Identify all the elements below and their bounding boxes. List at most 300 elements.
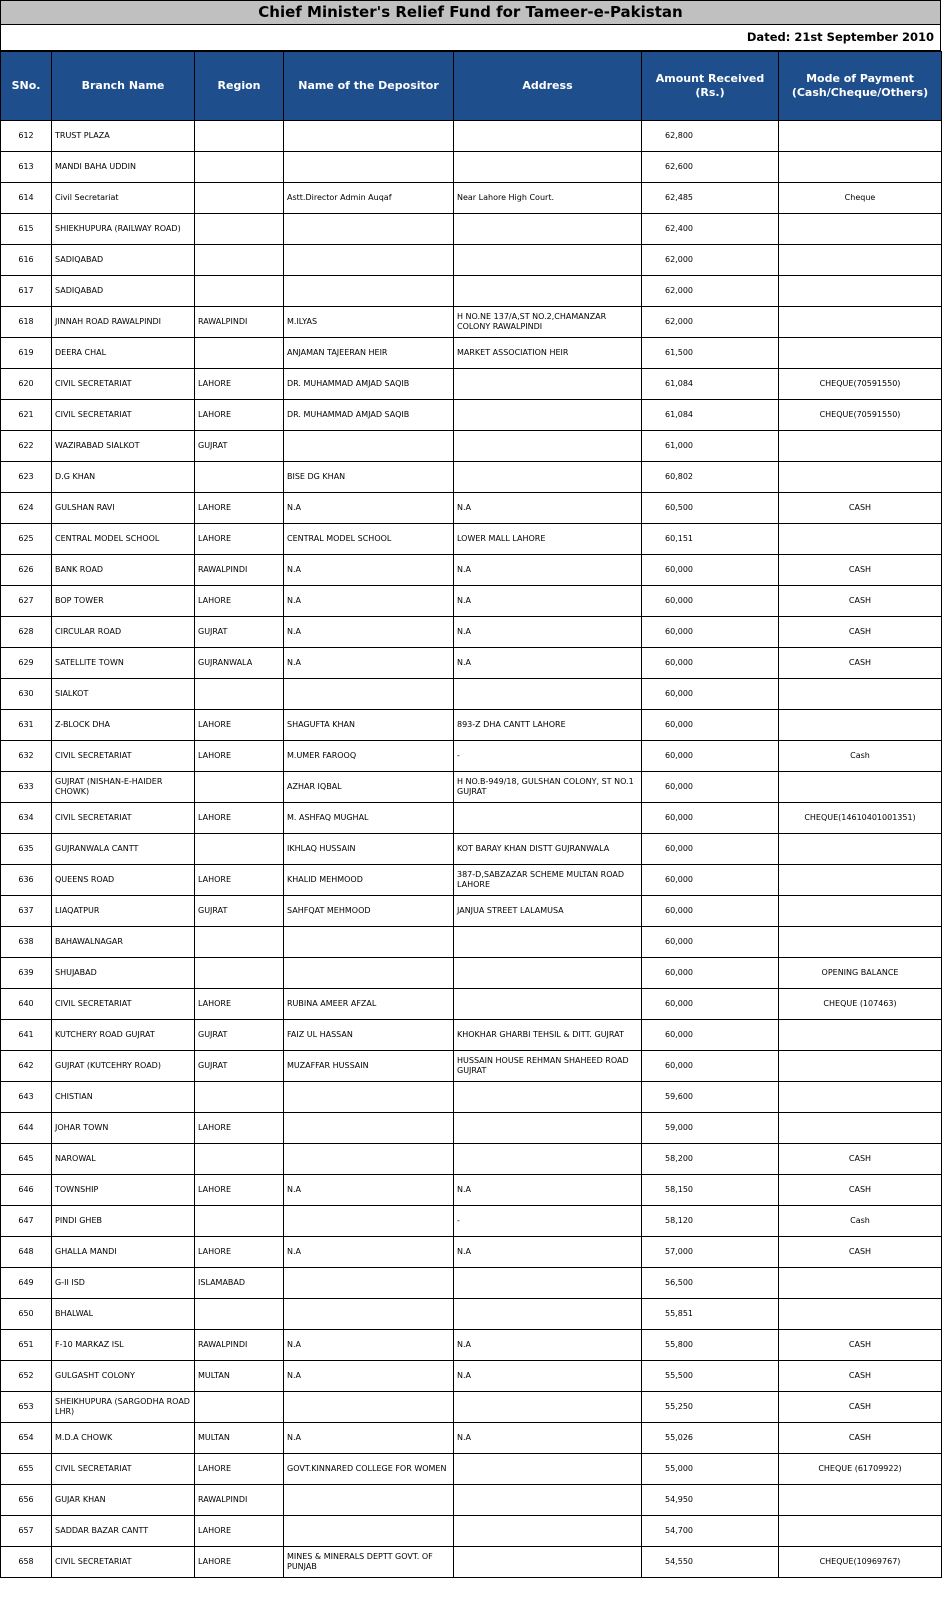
cell-address — [454, 1268, 642, 1299]
header-branch-name: Branch Name — [52, 52, 195, 121]
cell-sno: 614 — [1, 183, 52, 214]
cell-payment-mode — [779, 1051, 942, 1082]
cell-sno: 644 — [1, 1113, 52, 1144]
cell-sno: 615 — [1, 214, 52, 245]
cell-address — [454, 462, 642, 493]
header-region: Region — [195, 52, 284, 121]
cell-amount: 60,000 — [642, 803, 779, 834]
cell-depositor — [284, 276, 454, 307]
table-row — [1, 1020, 942, 1051]
cell-address: MARKET ASSOCIATION HEIR — [454, 338, 642, 369]
cell-depositor — [284, 958, 454, 989]
cell-amount: 60,000 — [642, 834, 779, 865]
cell-branch-name: LIAQATPUR — [52, 896, 195, 927]
cell-depositor — [284, 1392, 454, 1423]
cell-address: - — [454, 741, 642, 772]
cell-amount: 60,000 — [642, 741, 779, 772]
cell-sno: 613 — [1, 152, 52, 183]
cell-sno: 643 — [1, 1082, 52, 1113]
cell-address: N.A — [454, 586, 642, 617]
cell-branch-name: M.D.A CHOWK — [52, 1423, 195, 1454]
cell-payment-mode: CHEQUE(70591550) — [779, 369, 942, 400]
table-row — [1, 121, 942, 152]
cell-amount: 59,600 — [642, 1082, 779, 1113]
table-row — [1, 741, 942, 772]
cell-amount: 60,802 — [642, 462, 779, 493]
cell-address — [454, 245, 642, 276]
cell-sno: 625 — [1, 524, 52, 555]
cell-region — [195, 834, 284, 865]
cell-amount: 60,000 — [642, 555, 779, 586]
cell-region: LAHORE — [195, 741, 284, 772]
cell-amount: 54,950 — [642, 1485, 779, 1516]
table-header-row — [1, 52, 942, 121]
cell-branch-name: TRUST PLAZA — [52, 121, 195, 152]
cell-address: N.A — [454, 493, 642, 524]
table-row — [1, 1361, 942, 1392]
cell-amount: 61,084 — [642, 400, 779, 431]
deposits-table — [0, 51, 942, 1578]
cell-address — [454, 369, 642, 400]
cell-payment-mode — [779, 152, 942, 183]
cell-address: Near Lahore High Court. — [454, 183, 642, 214]
cell-sno: 618 — [1, 307, 52, 338]
table-row — [1, 555, 942, 586]
table-row — [1, 1299, 942, 1330]
cell-depositor: N.A — [284, 493, 454, 524]
cell-region — [195, 462, 284, 493]
cell-payment-mode — [779, 679, 942, 710]
cell-address — [454, 1299, 642, 1330]
cell-region: RAWALPINDI — [195, 1330, 284, 1361]
cell-address — [454, 803, 642, 834]
cell-payment-mode: CASH — [779, 648, 942, 679]
table-row — [1, 1268, 942, 1299]
cell-region: MULTAN — [195, 1361, 284, 1392]
header-payment-mode: Mode of Payment (Cash/Cheque/Others) — [779, 52, 942, 121]
cell-amount: 55,800 — [642, 1330, 779, 1361]
cell-branch-name: CIVIL SECRETARIAT — [52, 989, 195, 1020]
cell-amount: 56,500 — [642, 1268, 779, 1299]
cell-branch-name: GUJRANWALA CANTT — [52, 834, 195, 865]
cell-branch-name: SATELLITE TOWN — [52, 648, 195, 679]
table-row — [1, 1547, 942, 1578]
cell-amount: 60,000 — [642, 586, 779, 617]
cell-payment-mode: CASH — [779, 1144, 942, 1175]
cell-depositor — [284, 1516, 454, 1547]
cell-amount: 60,000 — [642, 989, 779, 1020]
cell-branch-name: JOHAR TOWN — [52, 1113, 195, 1144]
cell-region: LAHORE — [195, 524, 284, 555]
cell-region — [195, 1392, 284, 1423]
cell-payment-mode — [779, 1113, 942, 1144]
cell-payment-mode: CHEQUE(14610401001351) — [779, 803, 942, 834]
cell-branch-name: GULGASHT COLONY — [52, 1361, 195, 1392]
table-row — [1, 617, 942, 648]
cell-address: HUSSAIN HOUSE REHMAN SHAHEED ROAD GUJRAT — [454, 1051, 642, 1082]
cell-address: LOWER MALL LAHORE — [454, 524, 642, 555]
cell-amount: 60,000 — [642, 1020, 779, 1051]
cell-address: N.A — [454, 1330, 642, 1361]
cell-region — [195, 927, 284, 958]
cell-region — [195, 338, 284, 369]
cell-payment-mode — [779, 524, 942, 555]
table-row — [1, 865, 942, 896]
cell-amount: 60,000 — [642, 927, 779, 958]
cell-region: LAHORE — [195, 989, 284, 1020]
cell-address — [454, 276, 642, 307]
cell-payment-mode — [779, 896, 942, 927]
cell-address: 387-D,SABZAZAR SCHEME MULTAN ROAD LAHORE — [454, 865, 642, 896]
cell-payment-mode: CASH — [779, 1330, 942, 1361]
cell-depositor — [284, 152, 454, 183]
cell-region: LAHORE — [195, 493, 284, 524]
cell-depositor: GOVT.KINNARED COLLEGE FOR WOMEN — [284, 1454, 454, 1485]
cell-amount: 58,200 — [642, 1144, 779, 1175]
header-depositor: Name of the Depositor — [284, 52, 454, 121]
cell-region: LAHORE — [195, 1547, 284, 1578]
cell-depositor — [284, 1113, 454, 1144]
cell-branch-name: NAROWAL — [52, 1144, 195, 1175]
cell-sno: 619 — [1, 338, 52, 369]
cell-amount: 55,000 — [642, 1454, 779, 1485]
cell-branch-name: Civil Secretariat — [52, 183, 195, 214]
cell-branch-name: GULSHAN RAVI — [52, 493, 195, 524]
cell-payment-mode — [779, 927, 942, 958]
cell-branch-name: CIVIL SECRETARIAT — [52, 803, 195, 834]
cell-depositor: N.A — [284, 1423, 454, 1454]
table-row — [1, 1082, 942, 1113]
cell-address: N.A — [454, 617, 642, 648]
cell-depositor: N.A — [284, 1237, 454, 1268]
cell-branch-name: GUJAR KHAN — [52, 1485, 195, 1516]
cell-sno: 649 — [1, 1268, 52, 1299]
cell-address — [454, 1082, 642, 1113]
cell-branch-name: CIVIL SECRETARIAT — [52, 1454, 195, 1485]
cell-amount: 61,084 — [642, 369, 779, 400]
cell-depositor: DR. MUHAMMAD AMJAD SAQIB — [284, 400, 454, 431]
table-row — [1, 989, 942, 1020]
cell-sno: 639 — [1, 958, 52, 989]
table-row — [1, 927, 942, 958]
cell-sno: 654 — [1, 1423, 52, 1454]
cell-payment-mode: CHEQUE (107463) — [779, 989, 942, 1020]
cell-sno: 626 — [1, 555, 52, 586]
cell-payment-mode: CHEQUE(10969767) — [779, 1547, 942, 1578]
cell-branch-name: CIVIL SECRETARIAT — [52, 741, 195, 772]
cell-sno: 646 — [1, 1175, 52, 1206]
cell-depositor: KHALID MEHMOOD — [284, 865, 454, 896]
cell-address: N.A — [454, 1423, 642, 1454]
cell-branch-name: GUJRAT (KUTCEHRY ROAD) — [52, 1051, 195, 1082]
cell-depositor: SAHFQAT MEHMOOD — [284, 896, 454, 927]
table-row — [1, 834, 942, 865]
cell-region — [195, 152, 284, 183]
cell-branch-name: SHIEKHUPURA (RAILWAY ROAD) — [52, 214, 195, 245]
table-row — [1, 1454, 942, 1485]
table-row — [1, 958, 942, 989]
cell-amount: 55,250 — [642, 1392, 779, 1423]
cell-sno: 624 — [1, 493, 52, 524]
cell-payment-mode: CHEQUE(70591550) — [779, 400, 942, 431]
cell-depositor: N.A — [284, 1175, 454, 1206]
cell-payment-mode — [779, 462, 942, 493]
table-row — [1, 1051, 942, 1082]
table-row — [1, 1516, 942, 1547]
cell-region: LAHORE — [195, 1454, 284, 1485]
cell-depositor: BISE DG KHAN — [284, 462, 454, 493]
cell-sno: 636 — [1, 865, 52, 896]
cell-payment-mode — [779, 1299, 942, 1330]
cell-depositor: SHAGUFTA KHAN — [284, 710, 454, 741]
table-row — [1, 1423, 942, 1454]
cell-region: LAHORE — [195, 1237, 284, 1268]
cell-depositor: N.A — [284, 648, 454, 679]
cell-payment-mode — [779, 276, 942, 307]
cell-region: LAHORE — [195, 586, 284, 617]
cell-address — [454, 1392, 642, 1423]
table-row — [1, 1485, 942, 1516]
cell-address: N.A — [454, 1175, 642, 1206]
cell-depositor: N.A — [284, 555, 454, 586]
table-row — [1, 1113, 942, 1144]
cell-sno: 657 — [1, 1516, 52, 1547]
cell-branch-name: Z-BLOCK DHA — [52, 710, 195, 741]
table-row — [1, 431, 942, 462]
cell-payment-mode — [779, 834, 942, 865]
cell-payment-mode: CASH — [779, 1392, 942, 1423]
cell-region: LAHORE — [195, 865, 284, 896]
cell-payment-mode — [779, 865, 942, 896]
table-row — [1, 803, 942, 834]
cell-region — [195, 183, 284, 214]
cell-region — [195, 1206, 284, 1237]
cell-payment-mode — [779, 431, 942, 462]
table-row — [1, 369, 942, 400]
cell-payment-mode: CASH — [779, 555, 942, 586]
cell-amount: 57,000 — [642, 1237, 779, 1268]
cell-payment-mode: CASH — [779, 1175, 942, 1206]
cell-depositor — [284, 431, 454, 462]
cell-address — [454, 121, 642, 152]
cell-depositor: M.UMER FAROOQ — [284, 741, 454, 772]
table-row — [1, 1237, 942, 1268]
cell-branch-name: F-10 MARKAZ ISL — [52, 1330, 195, 1361]
cell-sno: 635 — [1, 834, 52, 865]
table-row — [1, 1392, 942, 1423]
table-row — [1, 214, 942, 245]
table-row — [1, 1330, 942, 1361]
cell-payment-mode — [779, 1268, 942, 1299]
cell-branch-name: BOP TOWER — [52, 586, 195, 617]
cell-branch-name: WAZIRABAD SIALKOT — [52, 431, 195, 462]
cell-payment-mode: CASH — [779, 1237, 942, 1268]
cell-region — [195, 679, 284, 710]
cell-amount: 60,151 — [642, 524, 779, 555]
cell-depositor: N.A — [284, 586, 454, 617]
cell-payment-mode: CASH — [779, 1361, 942, 1392]
cell-branch-name: JINNAH ROAD RAWALPINDI — [52, 307, 195, 338]
cell-depositor — [284, 121, 454, 152]
cell-address: - — [454, 1206, 642, 1237]
cell-amount: 60,000 — [642, 710, 779, 741]
cell-depositor — [284, 1144, 454, 1175]
cell-amount: 60,000 — [642, 896, 779, 927]
cell-sno: 627 — [1, 586, 52, 617]
table-row — [1, 462, 942, 493]
cell-depositor: MUZAFFAR HUSSAIN — [284, 1051, 454, 1082]
cell-depositor: CENTRAL MODEL SCHOOL — [284, 524, 454, 555]
cell-amount: 58,150 — [642, 1175, 779, 1206]
cell-payment-mode: Cheque — [779, 183, 942, 214]
cell-address — [454, 989, 642, 1020]
cell-amount: 60,000 — [642, 648, 779, 679]
cell-amount: 62,000 — [642, 307, 779, 338]
table-row — [1, 710, 942, 741]
cell-depositor — [284, 214, 454, 245]
cell-branch-name: QUEENS ROAD — [52, 865, 195, 896]
cell-sno: 632 — [1, 741, 52, 772]
cell-region: LAHORE — [195, 369, 284, 400]
cell-payment-mode: CASH — [779, 1423, 942, 1454]
cell-region: RAWALPINDI — [195, 307, 284, 338]
cell-depositor — [284, 1299, 454, 1330]
cell-depositor: N.A — [284, 1361, 454, 1392]
cell-depositor — [284, 679, 454, 710]
cell-branch-name: SHEIKHUPURA (SARGODHA ROAD LHR) — [52, 1392, 195, 1423]
cell-sno: 617 — [1, 276, 52, 307]
cell-amount: 55,500 — [642, 1361, 779, 1392]
cell-region — [195, 958, 284, 989]
cell-amount: 62,600 — [642, 152, 779, 183]
cell-payment-mode — [779, 1516, 942, 1547]
cell-amount: 61,500 — [642, 338, 779, 369]
cell-depositor: Astt.Director Admin Auqaf — [284, 183, 454, 214]
cell-depositor: ANJAMAN TAJEERAN HEIR — [284, 338, 454, 369]
cell-payment-mode: OPENING BALANCE — [779, 958, 942, 989]
table-row — [1, 152, 942, 183]
cell-region — [195, 1144, 284, 1175]
cell-region: LAHORE — [195, 710, 284, 741]
cell-depositor: MINES & MINERALS DEPTT GOVT. OF PUNJAB — [284, 1547, 454, 1578]
cell-depositor — [284, 1206, 454, 1237]
cell-depositor: N.A — [284, 617, 454, 648]
table-row — [1, 1206, 942, 1237]
cell-amount: 60,000 — [642, 1051, 779, 1082]
cell-sno: 653 — [1, 1392, 52, 1423]
cell-payment-mode — [779, 1020, 942, 1051]
cell-branch-name: BHALWAL — [52, 1299, 195, 1330]
cell-address — [454, 1516, 642, 1547]
cell-address: N.A — [454, 555, 642, 586]
cell-amount: 54,550 — [642, 1547, 779, 1578]
cell-sno: 612 — [1, 121, 52, 152]
cell-amount: 62,400 — [642, 214, 779, 245]
cell-branch-name: CHISTIAN — [52, 1082, 195, 1113]
cell-region — [195, 1299, 284, 1330]
cell-sno: 651 — [1, 1330, 52, 1361]
cell-address — [454, 400, 642, 431]
cell-region — [195, 772, 284, 803]
cell-amount: 60,000 — [642, 772, 779, 803]
cell-branch-name: MANDI BAHA UDDIN — [52, 152, 195, 183]
cell-branch-name: BAHAWALNAGAR — [52, 927, 195, 958]
cell-payment-mode: CASH — [779, 493, 942, 524]
header-sno: SNo. — [1, 52, 52, 121]
cell-amount: 62,485 — [642, 183, 779, 214]
table-row — [1, 679, 942, 710]
cell-branch-name: CIVIL SECRETARIAT — [52, 400, 195, 431]
cell-depositor: IKHLAQ HUSSAIN — [284, 834, 454, 865]
table-row — [1, 338, 942, 369]
cell-region: LAHORE — [195, 1516, 284, 1547]
cell-depositor — [284, 1082, 454, 1113]
cell-amount: 60,500 — [642, 493, 779, 524]
cell-sno: 641 — [1, 1020, 52, 1051]
cell-amount: 60,000 — [642, 865, 779, 896]
cell-region: GUJRAT — [195, 617, 284, 648]
table-row — [1, 245, 942, 276]
cell-address — [454, 1113, 642, 1144]
cell-branch-name: SADDAR BAZAR CANTT — [52, 1516, 195, 1547]
table-row — [1, 493, 942, 524]
cell-payment-mode — [779, 214, 942, 245]
cell-branch-name: DEERA CHAL — [52, 338, 195, 369]
cell-region — [195, 1082, 284, 1113]
date-line: Dated: 21st September 2010 — [0, 25, 941, 51]
cell-sno: 623 — [1, 462, 52, 493]
cell-depositor: N.A — [284, 1330, 454, 1361]
cell-address — [454, 1144, 642, 1175]
cell-payment-mode — [779, 772, 942, 803]
cell-sno: 633 — [1, 772, 52, 803]
cell-branch-name: KUTCHERY ROAD GUJRAT — [52, 1020, 195, 1051]
cell-branch-name: CIRCULAR ROAD — [52, 617, 195, 648]
cell-sno: 629 — [1, 648, 52, 679]
cell-depositor — [284, 1268, 454, 1299]
table-row — [1, 1175, 942, 1206]
cell-region: GUJRAT — [195, 1020, 284, 1051]
cell-sno: 637 — [1, 896, 52, 927]
cell-amount: 58,120 — [642, 1206, 779, 1237]
cell-address — [454, 431, 642, 462]
cell-payment-mode: Cash — [779, 741, 942, 772]
cell-branch-name: PINDI GHEB — [52, 1206, 195, 1237]
cell-sno: 630 — [1, 679, 52, 710]
cell-branch-name: SHUJABAD — [52, 958, 195, 989]
cell-sno: 658 — [1, 1547, 52, 1578]
page-title: Chief Minister's Relief Fund for Tameer-e-Pakistan — [0, 0, 941, 25]
cell-address: H NO.B-949/18, GULSHAN COLONY, ST NO.1 GUJRAT — [454, 772, 642, 803]
cell-region: RAWALPINDI — [195, 555, 284, 586]
header-amount: Amount Received (Rs.) — [642, 52, 779, 121]
cell-address — [454, 958, 642, 989]
cell-address — [454, 152, 642, 183]
cell-region: LAHORE — [195, 1113, 284, 1144]
cell-address — [454, 679, 642, 710]
cell-sno: 631 — [1, 710, 52, 741]
cell-sno: 647 — [1, 1206, 52, 1237]
cell-depositor: M. ASHFAQ MUGHAL — [284, 803, 454, 834]
cell-amount: 62,000 — [642, 276, 779, 307]
cell-region: GUJRANWALA — [195, 648, 284, 679]
cell-region — [195, 214, 284, 245]
cell-region: LAHORE — [195, 400, 284, 431]
cell-payment-mode: CASH — [779, 586, 942, 617]
cell-region — [195, 276, 284, 307]
cell-branch-name: CENTRAL MODEL SCHOOL — [52, 524, 195, 555]
cell-address — [454, 1485, 642, 1516]
